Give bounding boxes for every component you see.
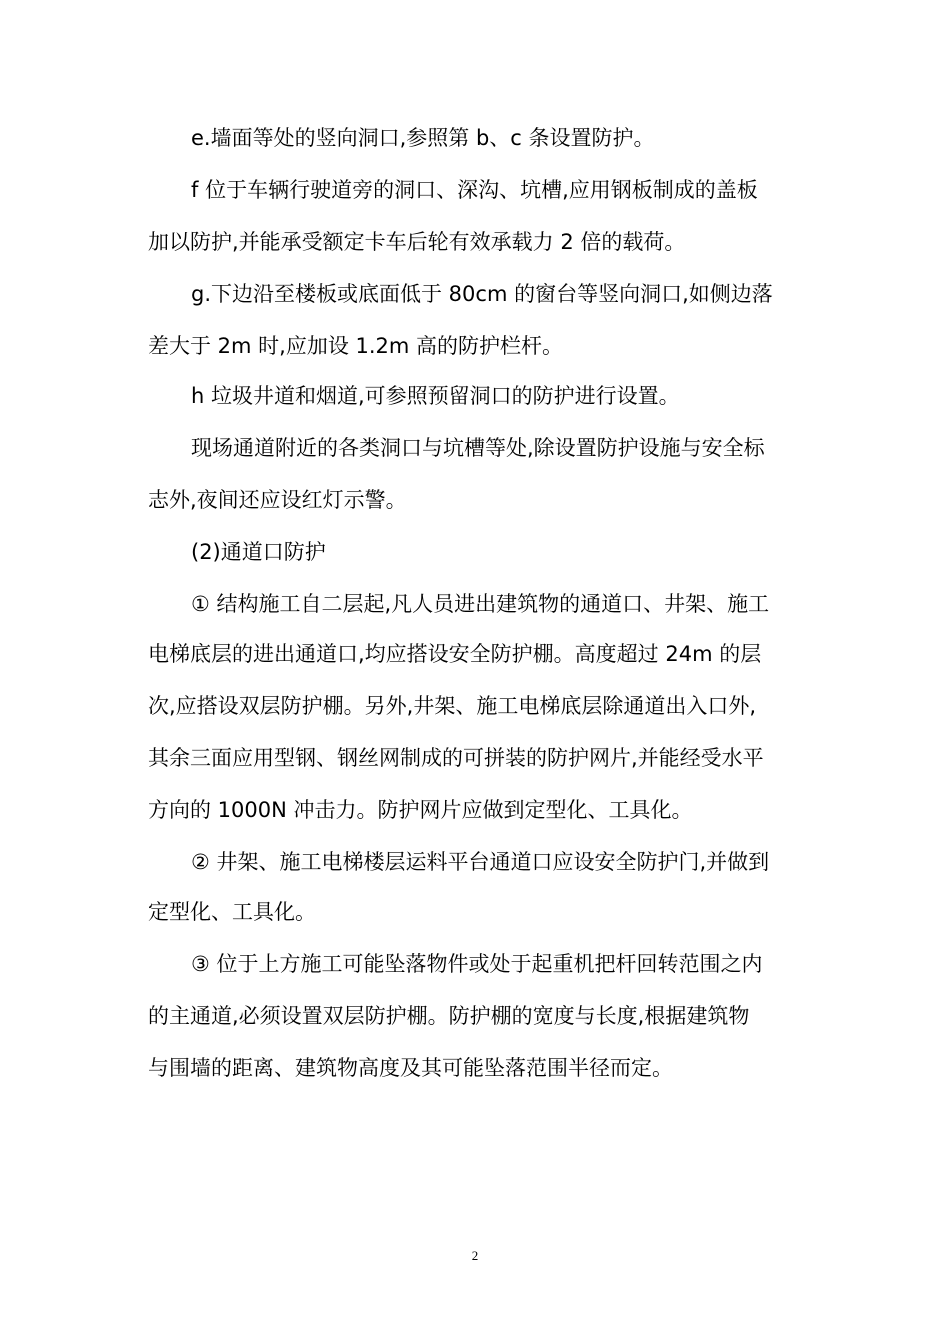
paragraph-f-line-1: f 位于车辆行驶道旁的洞口、深沟、坑槽,应用钢板制成的盖板 — [191, 178, 758, 202]
paragraph-g-line-2: 差大于 2m 时,应加设 1.2m 高的防护栏杆。 — [148, 334, 564, 358]
item-2-line-1: ② 井架、施工电梯楼层运料平台通道口应设安全防护门,并做到 — [191, 850, 770, 874]
item-3-line-2: 的主通道,必须设置双层防护棚。防护棚的宽度与长度,根据建筑物 — [148, 1004, 750, 1028]
paragraph-warning-line-1: 现场通道附近的各类洞口与坑槽等处,除设置防护设施与安全标 — [191, 436, 765, 460]
item-3-line-1: ③ 位于上方施工可能坠落物件或处于起重机把杆回转范围之内 — [191, 952, 763, 976]
paragraph-e-line-1: e.墙面等处的竖向洞口,参照第 b、c 条设置防护。 — [191, 126, 655, 150]
item-2-line-2: 定型化、工具化。 — [148, 900, 316, 924]
item-1-line-4: 其余三面应用型钢、钢丝网制成的可拼装的防护网片,并能经受水平 — [148, 746, 764, 770]
paragraph-h-line-1: h 垃圾井道和烟道,可参照预留洞口的防护进行设置。 — [191, 384, 680, 408]
item-1-line-1: ① 结构施工自二层起,凡人员进出建筑物的通道口、井架、施工 — [191, 592, 770, 616]
page-number: 2 — [471, 1248, 479, 1263]
item-1-line-2: 电梯底层的进出通道口,均应搭设安全防护棚。高度超过 24m 的层 — [148, 642, 762, 666]
section-heading: (2)通道口防护 — [191, 540, 326, 564]
paragraph-g-line-1: g.下边沿至楼板或底面低于 80cm 的窗台等竖向洞口,如侧边落 — [191, 282, 773, 306]
item-3-line-3: 与围墙的距离、建筑物高度及其可能坠落范围半径而定。 — [148, 1056, 673, 1080]
item-1-line-3: 次,应搭设双层防护棚。另外,井架、施工电梯底层除通道出入口外, — [148, 694, 757, 718]
paragraph-warning-line-2: 志外,夜间还应设红灯示警。 — [148, 488, 407, 512]
paragraph-f-line-2: 加以防护,并能承受额定卡车后轮有效承载力 2 倍的载荷。 — [148, 230, 686, 254]
item-1-line-5: 方向的 1000N 冲击力。防护网片应做到定型化、工具化。 — [148, 798, 693, 822]
